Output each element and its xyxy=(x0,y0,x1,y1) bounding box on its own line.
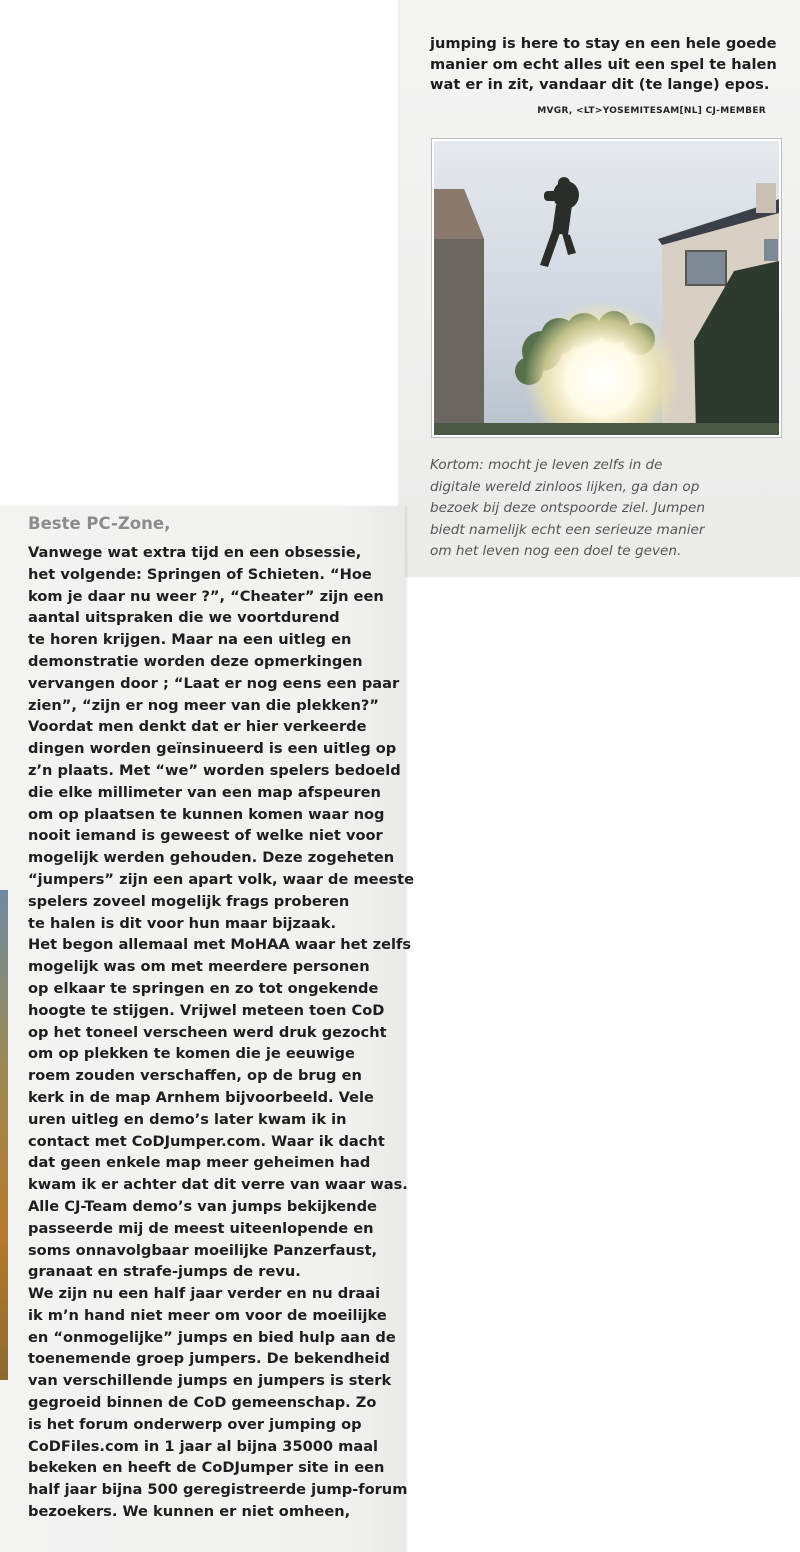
letter-line: kwam ik er achter dat dit verre van waar was. xyxy=(28,1176,408,1194)
letter-line: CoDFiles.com in 1 jaar al bijna 35000 maal xyxy=(28,1437,379,1455)
letter-line: kerk in de map Arnhem bijvoorbeeld. Vele xyxy=(28,1088,374,1106)
letter-line: dingen worden geïnsinueerd is een uitleg op xyxy=(28,740,397,758)
letter-line: gegroeid binnen de CoD gemeenschap. Zo xyxy=(28,1394,377,1412)
letter-line: zien”, “zijn er nog meer van die plekken?” xyxy=(28,696,379,714)
letter-line: We zijn nu een half jaar verder en nu draai xyxy=(28,1285,381,1303)
letter-line: bekeken en heeft de CoDJumper site in een xyxy=(28,1459,385,1477)
letter-line: mogelijk was om met meerdere personen xyxy=(28,958,370,976)
letter-line: en “onmogelijke” jumps en bied hulp aan de xyxy=(28,1328,396,1346)
letter-line: aantal uitspraken die we voortdurend xyxy=(28,609,340,627)
quote-line: wat er in zit, vandaar dit (te lange) epos. xyxy=(430,76,770,93)
caption-line: Kortom: mocht je leven zelfs in de xyxy=(430,457,663,473)
letter-body xyxy=(28,542,415,1523)
letter-line: kom je daar nu weer ?”, “Cheater” zijn een xyxy=(28,587,384,605)
letter-line: roem zouden verschaffen, op de brug en xyxy=(28,1067,362,1085)
letter-line: op het toneel verscheen werd druk gezocht xyxy=(28,1023,387,1041)
letter-line: die elke millimeter van een map afspeuren xyxy=(28,783,381,801)
letter-line: hoogte te stijgen. Vrijwel meteen toen CoD xyxy=(28,1001,385,1019)
caption-line: bezoek bij deze ontspoorde ziel. Jumpen xyxy=(430,500,705,516)
letter-line: Alle CJ-Team demo’s van jumps bekijkende xyxy=(28,1197,377,1215)
quote-line: manier om echt alles uit een spel te halen xyxy=(430,55,777,73)
letter-line: passeerde mij de meest uiteenlopende en xyxy=(28,1219,374,1237)
letter-line: Voordat men denkt dat er hier verkeerde xyxy=(28,718,367,736)
letter-line: is het forum onderwerp over jumping op xyxy=(28,1415,362,1433)
page-edge-strip xyxy=(0,890,8,1380)
letter-line: toenemende groep jumpers. De bekendheid xyxy=(28,1350,390,1368)
letter-line: half jaar bijna 500 geregistreerde jump-forum xyxy=(28,1481,408,1499)
letter-line: Het begon allemaal met MoHAA waar het zelfs xyxy=(28,936,412,954)
letter-line: contact met CoDJumper.com. Waar ik dacht xyxy=(28,1132,385,1150)
quote-author: MVGR, <LT>YOSEMITESAM[NL] CJ-MEMBER xyxy=(537,106,766,116)
letter-line: te halen is dit voor hun maar bijzaak. xyxy=(28,914,337,932)
house-window xyxy=(686,251,726,285)
letter-line: dat geen enkele map meer geheimen had xyxy=(28,1154,371,1172)
quote-line: jumping is here to stay en een hele goede xyxy=(430,35,777,52)
letter-line: granaat en strafe-jumps de revu. xyxy=(28,1263,301,1281)
caption-line: om het leven nog een doel te geven. xyxy=(430,543,682,559)
caption-line: biedt namelijk echt een serieuze manier xyxy=(430,521,705,538)
letter-line: soms onnavolgbaar moeilijke Panzerfaust, xyxy=(28,1241,378,1259)
letter-line: Vanwege wat extra tijd en een obsessie, xyxy=(28,544,362,561)
game-screenshot xyxy=(431,138,782,438)
letter-line: nooit iemand is geweest of welke niet voor xyxy=(28,827,383,845)
caption-line: digitale wereld zinloos lijken, ga dan op xyxy=(430,478,700,495)
photo-caption xyxy=(430,455,790,563)
letter-line: “jumpers” zijn een apart volk, waar de meeste xyxy=(28,870,415,888)
letter-heading: Beste PC-Zone, xyxy=(28,514,171,533)
game-screenshot-image xyxy=(434,141,779,435)
letter-line: om op plekken te komen die je eeuwige xyxy=(28,1045,355,1063)
letter-line: op elkaar te springen en zo tot ongekende xyxy=(28,979,379,997)
left-clipping xyxy=(0,506,415,1552)
quote-text xyxy=(430,34,785,96)
letter-line: te horen krijgen. Maar na een uitleg en xyxy=(28,631,352,649)
letter-line: uren uitleg en demo’s later kwam ik in xyxy=(28,1110,347,1128)
letter-line: demonstratie worden deze opmerkingen xyxy=(28,652,363,670)
letter-line: ik m’n hand niet meer om voor de moeilijke xyxy=(28,1306,387,1324)
letter-line: mogelijk werden gehouden. Deze zogeheten xyxy=(28,849,395,867)
letter-line: z’n plaats. Met “we” worden spelers bedoeld xyxy=(28,761,401,779)
letter-line: bezoekers. We kunnen er niet omheen, xyxy=(28,1503,351,1521)
top-right-clipping xyxy=(400,0,800,577)
letter-line: vervangen door ; “Laat er nog eens een paar xyxy=(28,674,400,692)
letter-line: spelers zoveel mogelijk frags proberen xyxy=(28,892,350,910)
letter-line: van verschillende jumps en jumpers is sterk xyxy=(28,1372,392,1390)
letter-line: om op plaatsen te kunnen komen waar nog xyxy=(28,805,385,823)
letter-line: het volgende: Springen of Schieten. “Hoe xyxy=(28,565,372,583)
